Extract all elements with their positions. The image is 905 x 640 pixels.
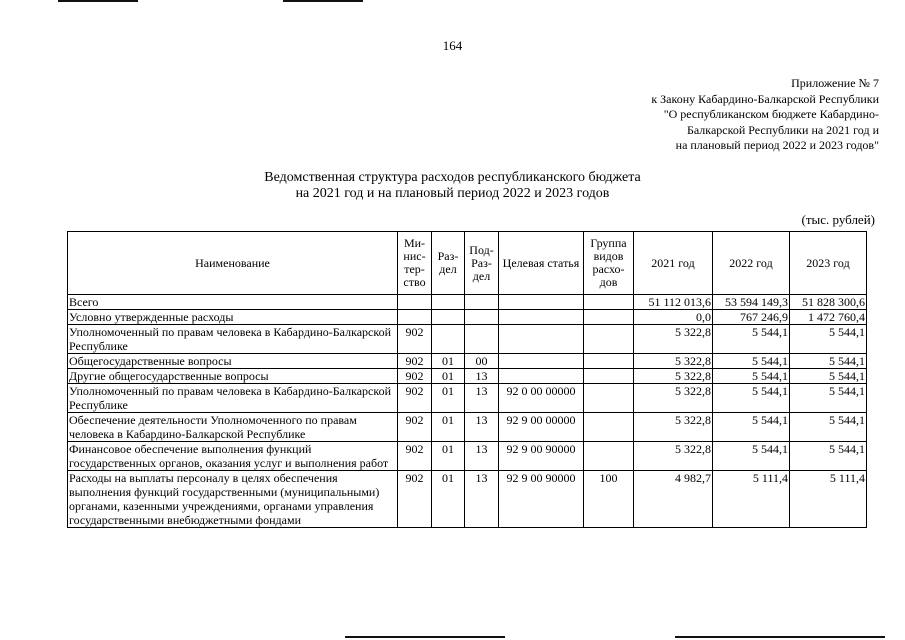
cell-ministry: 902 (398, 354, 432, 369)
cell-2021: 5 322,8 (634, 384, 713, 413)
cell-2022: 5 544,1 (713, 325, 790, 354)
cell-2023: 5 544,1 (790, 369, 867, 384)
cell-group (584, 325, 634, 354)
table-row (68, 369, 867, 384)
cell-2021: 5 322,8 (634, 413, 713, 442)
cell-2021: 0,0 (634, 310, 713, 325)
cell-2021: 4 982,7 (634, 471, 713, 528)
cell-2022: 53 594 149,3 (713, 295, 790, 310)
cell-group (584, 413, 634, 442)
cell-2022: 5 544,1 (713, 369, 790, 384)
cell-target: 92 9 00 00000 (499, 413, 584, 442)
header-2022: 2022 год (713, 232, 790, 295)
appendix-line: Приложение № 7 (791, 76, 879, 90)
table-row (68, 295, 867, 310)
cell-2022: 5 544,1 (713, 442, 790, 471)
cell-2021: 5 322,8 (634, 354, 713, 369)
cell-target (499, 354, 584, 369)
header-section: Раз-дел (432, 232, 465, 295)
cell-2021: 5 322,8 (634, 442, 713, 471)
cell-2023: 5 544,1 (790, 325, 867, 354)
appendix-line: "О республиканском бюджете Кабардино- (663, 107, 879, 121)
cell-target (499, 295, 584, 310)
cell-name: Уполномоченный по правам человека в Кабардино-Балкарской Республике (68, 384, 398, 413)
page-number: 164 (442, 38, 463, 53)
cell-2022: 5 111,4 (713, 471, 790, 528)
cell-ministry: 902 (398, 413, 432, 442)
appendix-line: Балкарской Республики на 2021 год и (686, 122, 879, 137)
unit-label: (тыс. рублей) (801, 212, 875, 227)
header-group: Группа видов расхо-дов (584, 232, 634, 295)
cell-2023: 1 472 760,4 (790, 310, 867, 325)
table-row (68, 413, 867, 442)
cell-name: Условно утвержденные расходы (68, 310, 398, 325)
scan-edge-line (283, 0, 363, 2)
cell-name: Уполномоченный по правам человека в Кабардино-Балкарской Республике (68, 325, 398, 354)
table-row (68, 471, 867, 528)
cell-2022: 767 246,9 (713, 310, 790, 325)
document-title-line: на 2021 год и на плановый период 2022 и 2023 годов (295, 186, 610, 201)
cell-ministry: 902 (398, 369, 432, 384)
table-row (68, 442, 867, 471)
cell-ministry (398, 310, 432, 325)
cell-section (432, 295, 465, 310)
cell-target: 92 9 00 90000 (499, 442, 584, 471)
cell-2023: 5 544,1 (790, 354, 867, 369)
appendix-line: к Закону Кабардино-Балкарской Республики (651, 91, 879, 106)
cell-section: 01 (432, 369, 465, 384)
cell-subsection: 13 (465, 384, 499, 413)
header-target: Целевая статья (499, 232, 584, 295)
cell-subsection (465, 295, 499, 310)
cell-name: Общегосударственные вопросы (68, 354, 398, 369)
cell-group (584, 442, 634, 471)
cell-2023: 51 828 300,6 (790, 295, 867, 310)
table-row (68, 384, 867, 413)
header-name: Наименование (68, 232, 398, 295)
appendix-header (651, 76, 879, 154)
cell-section: 01 (432, 384, 465, 413)
cell-target (499, 369, 584, 384)
cell-subsection: 00 (465, 354, 499, 369)
cell-group (584, 369, 634, 384)
cell-subsection: 13 (465, 369, 499, 384)
header-ministry: Ми-нис-тер-ство (398, 232, 432, 295)
cell-section: 01 (432, 471, 465, 528)
cell-target (499, 325, 584, 354)
cell-subsection: 13 (465, 442, 499, 471)
cell-target (499, 310, 584, 325)
cell-section (432, 310, 465, 325)
cell-group (584, 354, 634, 369)
cell-section: 01 (432, 413, 465, 442)
table-row (68, 325, 867, 354)
scan-edge-line (675, 636, 885, 638)
cell-2023: 5 544,1 (790, 442, 867, 471)
cell-name: Всего (68, 295, 398, 310)
table-row (68, 354, 867, 369)
cell-target: 92 9 00 90000 (499, 471, 584, 528)
cell-2023: 5 111,4 (790, 471, 867, 528)
cell-section: 01 (432, 354, 465, 369)
header-2023: 2023 год (790, 232, 867, 295)
cell-name: Расходы на выплаты персоналу в целях обеспечения выполнения функций государственными (муниципальными) органами, казенными учреждениями, органами управления государственными внебюджетными фондами (68, 471, 398, 528)
cell-ministry: 902 (398, 442, 432, 471)
cell-subsection: 13 (465, 471, 499, 528)
cell-2021: 5 322,8 (634, 325, 713, 354)
document-title (0, 170, 905, 202)
cell-2023: 5 544,1 (790, 413, 867, 442)
cell-subsection (465, 310, 499, 325)
cell-name: Другие общегосударственные вопросы (68, 369, 398, 384)
document-title-line: Ведомственная структура расходов республиканского бюджета (264, 170, 641, 185)
cell-2023: 5 544,1 (790, 384, 867, 413)
cell-2022: 5 544,1 (713, 384, 790, 413)
cell-group (584, 384, 634, 413)
cell-ministry: 902 (398, 325, 432, 354)
cell-2022: 5 544,1 (713, 413, 790, 442)
cell-group (584, 295, 634, 310)
cell-section (432, 325, 465, 354)
cell-2022: 5 544,1 (713, 354, 790, 369)
scan-edge-line (345, 636, 505, 638)
cell-2021: 51 112 013,6 (634, 295, 713, 310)
cell-subsection: 13 (465, 413, 499, 442)
cell-group (584, 310, 634, 325)
cell-section: 01 (432, 442, 465, 471)
scan-edge-line (58, 0, 138, 2)
cell-ministry: 902 (398, 471, 432, 528)
table-header-row (68, 232, 867, 295)
cell-2021: 5 322,8 (634, 369, 713, 384)
header-subsection: Под-Раз-дел (465, 232, 499, 295)
table-row (68, 310, 867, 325)
cell-subsection (465, 325, 499, 354)
budget-table (67, 231, 867, 528)
cell-name: Обеспечение деятельности Уполномоченного по правам человека в Кабардино-Балкарской Республике (68, 413, 398, 442)
header-2021: 2021 год (634, 232, 713, 295)
cell-name: Финансовое обеспечение выполнения функций государственных органов, оказания услуг и выполнения работ (68, 442, 398, 471)
cell-target: 92 0 00 00000 (499, 384, 584, 413)
cell-group: 100 (584, 471, 634, 528)
cell-ministry: 902 (398, 384, 432, 413)
appendix-line: на плановый период 2022 и 2023 годов" (675, 138, 879, 152)
cell-ministry (398, 295, 432, 310)
